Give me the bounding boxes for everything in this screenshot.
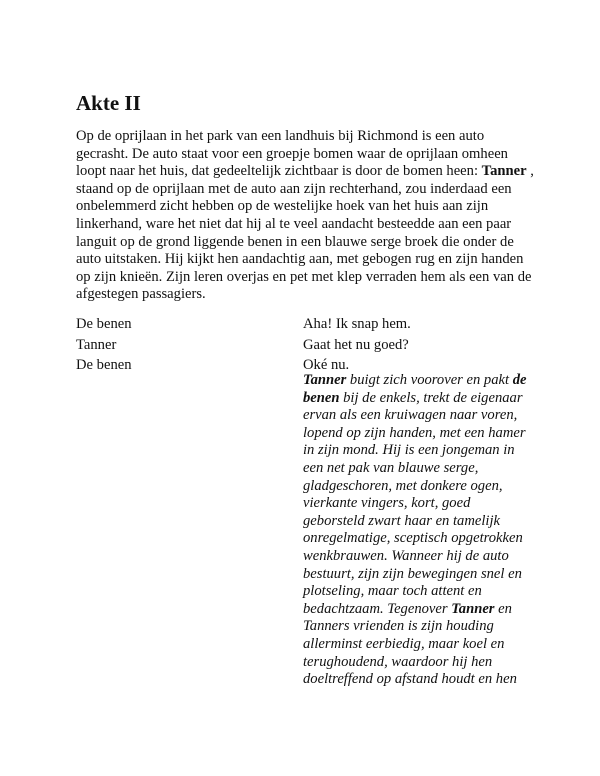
speaker-name: Tanner bbox=[76, 336, 117, 353]
scene-description bbox=[76, 128, 536, 304]
direction-name-1: Tanner bbox=[303, 372, 347, 388]
dialogue-line: Oké nu. bbox=[303, 357, 350, 374]
intro-text-1: Op de oprijlaan in het park van een landhuis bij Richmond is een auto gecrasht. De auto staat voor een groepje bomen waar de oprijlaan omheen loopt naar het huis, dat gedeeltelijk zichtbaar is door de bomen heen: bbox=[76, 128, 508, 180]
stage-direction bbox=[303, 372, 529, 689]
direction-name-3: Tanner bbox=[451, 600, 495, 617]
speaker-name: De benen bbox=[76, 357, 132, 374]
dialogue-line: Gaat het nu goed? bbox=[303, 336, 409, 353]
dialogue-row bbox=[76, 316, 536, 334]
direction-text-3: en Tanners vrienden is zijn houding allerminst eerbiedig, maar koel en terughoudend, waardoor hij hen doeltreffend op afstand houdt en hen bbox=[303, 600, 517, 688]
dialogue-table bbox=[76, 316, 536, 378]
page-title: Akte II bbox=[76, 91, 141, 115]
dialogue-line: Aha! Ik snap hem. bbox=[303, 316, 411, 332]
direction-text-1: buigt zich voorover en pakt bbox=[346, 372, 513, 388]
character-name-tanner: Tanner bbox=[481, 163, 527, 180]
dialogue-row bbox=[76, 337, 536, 355]
speaker-name: De benen bbox=[76, 316, 132, 332]
intro-text-2: , staand op de oprijlaan met de auto aan zijn rechterhand, zou inderdaad een onbelemmerd zicht hebben op de westelijke hoek van het huis aan zijn linkerhand, ware het niet dat hij al te veel aandacht besteedde aan een paar languit op de grond liggende benen in een blauwe serge broek die onder de auto uitstaken. Hij kijkt hen aandachtig aan, met gebogen rug en zijn handen op zijn knieën. Zijn leren overjas en pet met klep verraden hem als een van de afgestegen passagiers. bbox=[76, 163, 534, 303]
direction-text-2: bij de enkels, trekt de eigenaar ervan als een kruiwagen naar voren, lopend op zijn handen, met een hamer in zijn mond. Hij is een jongeman in een net pak van blauwe serge, gladgeschoren, met donkere ogen, vierkante vingers, kort, goed geborsteld zwart haar en tamelijk onregelmatige, sceptisch opgetrokken wenkbrauwen. Wanneer hij de auto bestuurt, zijn zijn bewegingen snel en plotseling, maar toch attent en bedachtzaam. Tegenover bbox=[303, 389, 526, 617]
direction-name-2: de benen bbox=[303, 372, 527, 406]
